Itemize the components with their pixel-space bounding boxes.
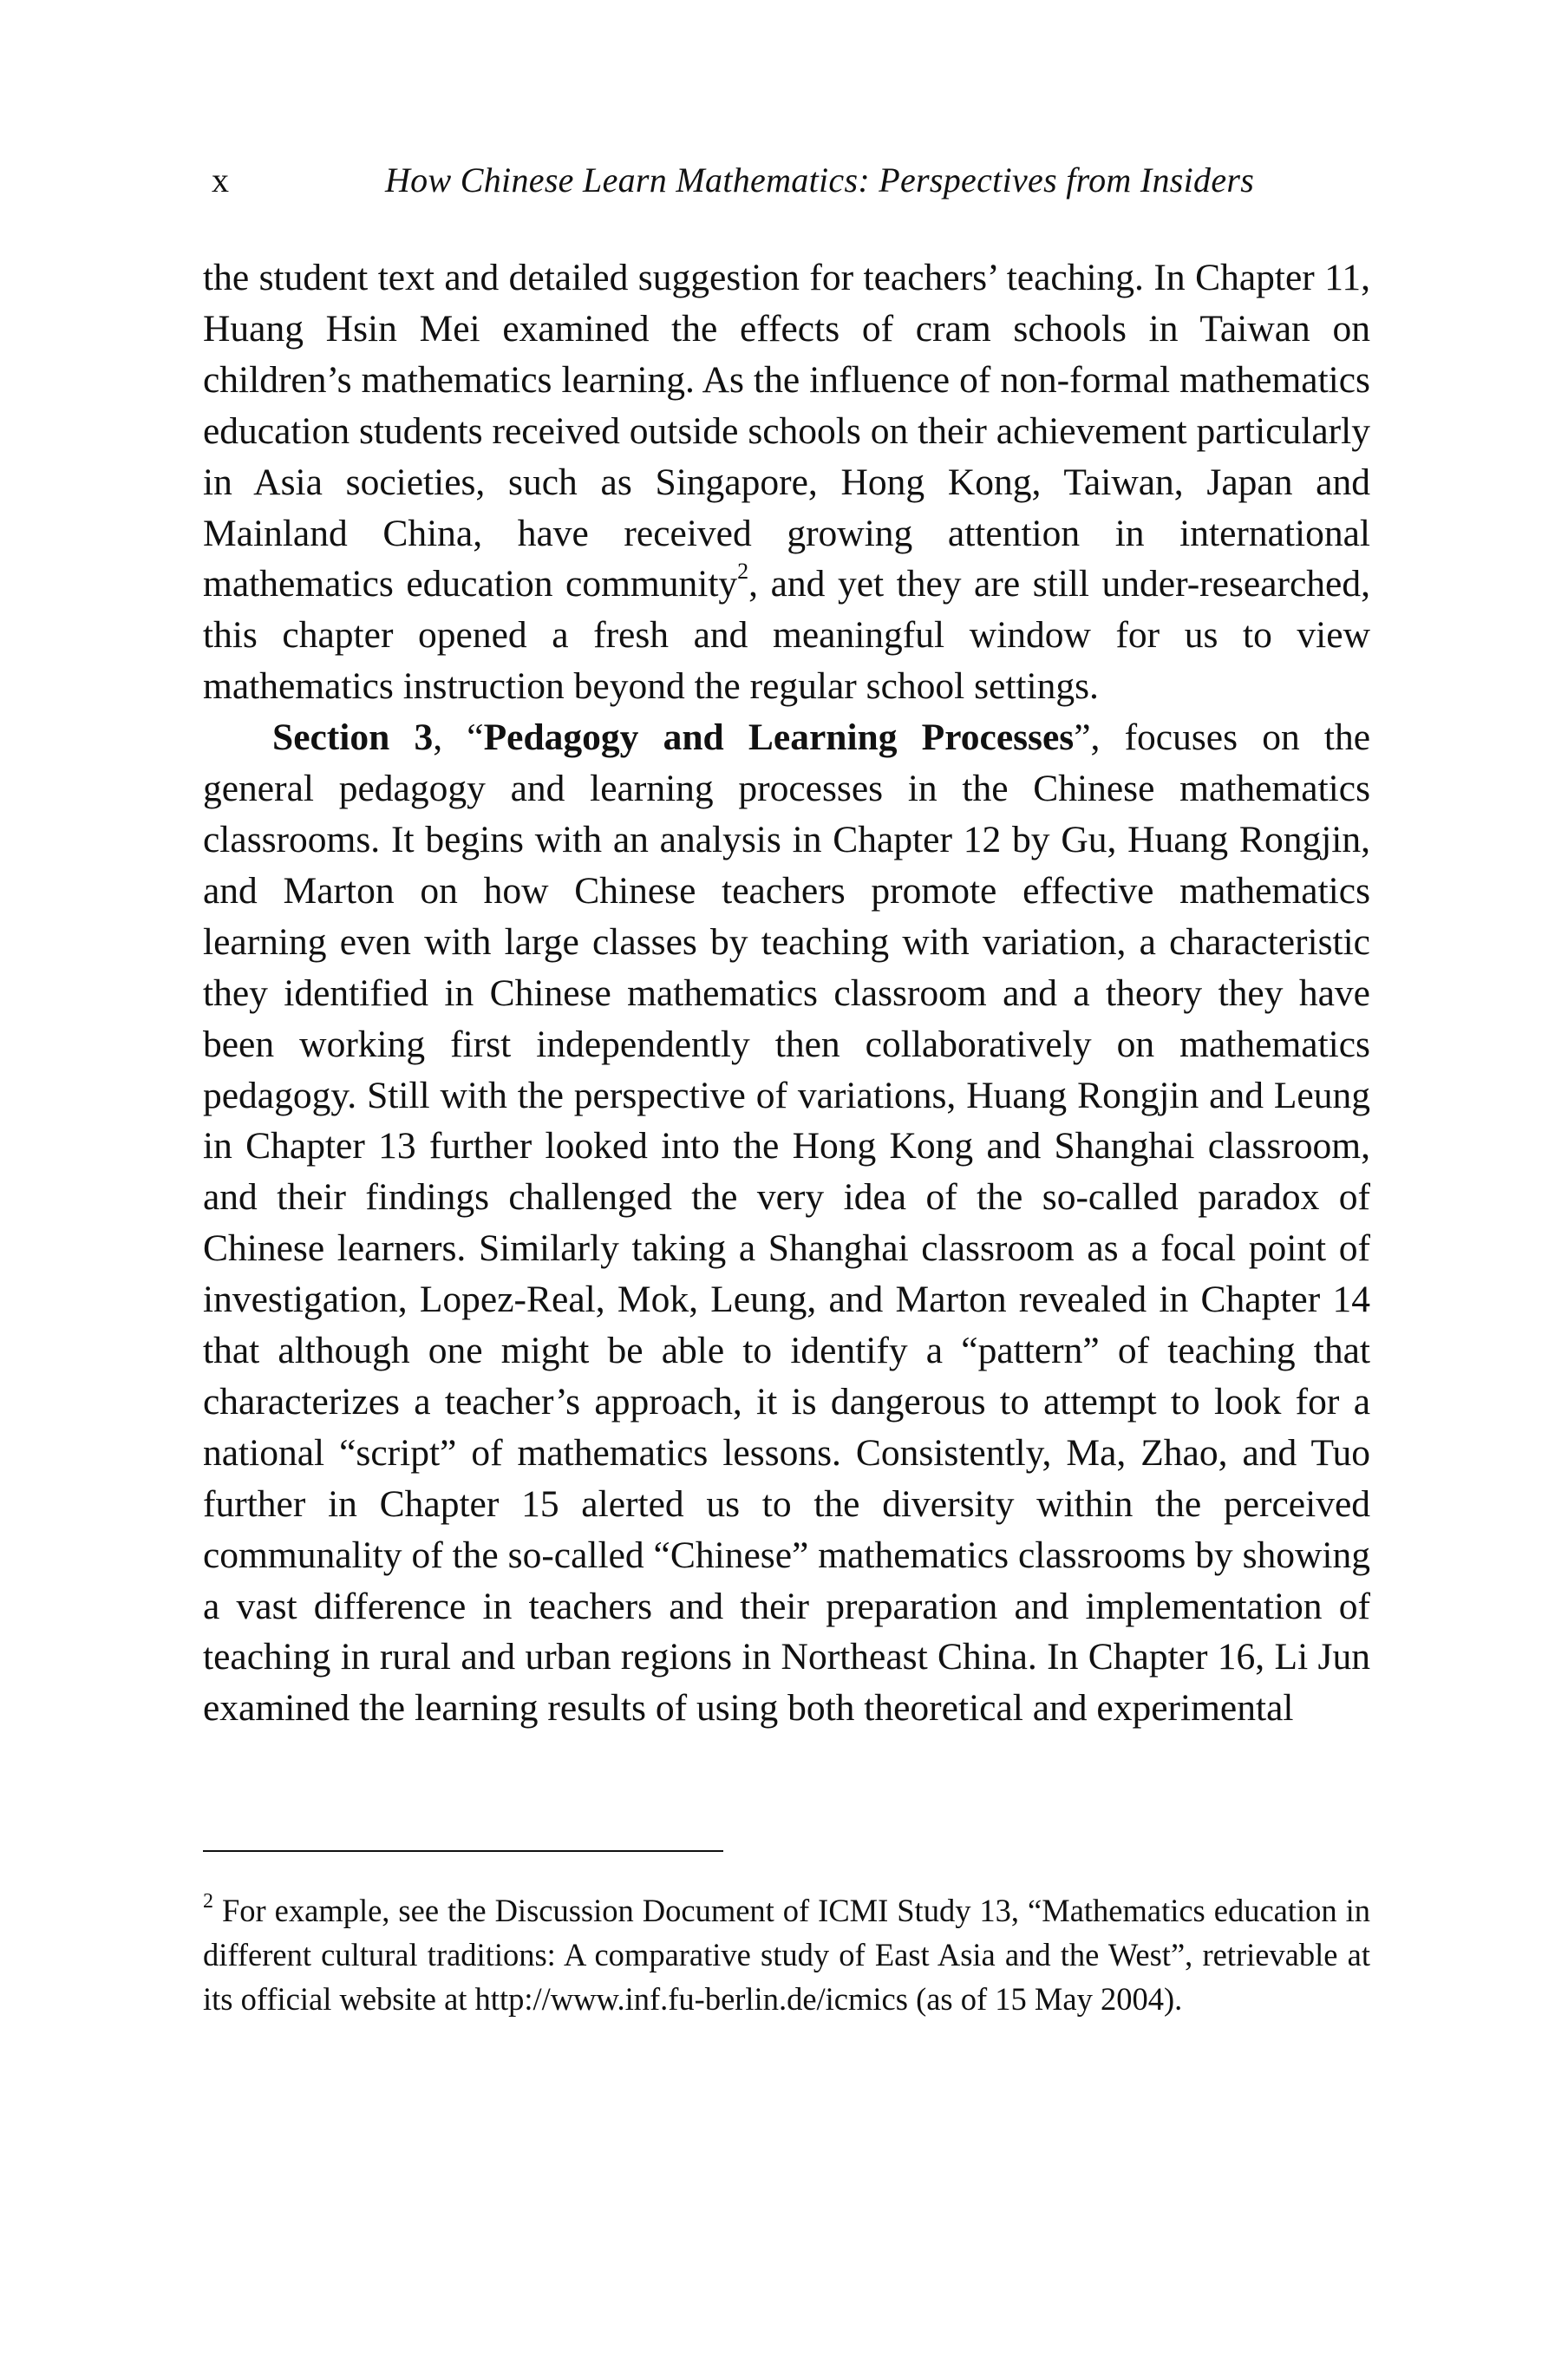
running-header bbox=[201, 154, 1363, 206]
main-text bbox=[203, 252, 1370, 1734]
separator: ”, bbox=[1074, 716, 1101, 759]
paragraph-2 bbox=[203, 712, 1370, 1734]
paragraph-2-text: focuses on the general pedagogy and learning processes in the Chinese mathematics classrooms. It begins with an analysis in Chapter 12 by Gu, Huang Rongjin, and Marton on how Chinese teachers promote effective mathematics learning even with large classes by teaching with variation, a characteristic they identified in Chinese mathematics classroom and a theory they have been working first independently then collaboratively on mathematics pedagogy. Still with the perspective of variations, Huang Rongjin and Leung in Chapter 13 further looked into the Hong Kong and Shanghai classroom, and their findings challenged the very idea of the so-called paradox of Chinese learners. Similarly taking a Shanghai classroom as a focal point of investigation, Lopez-Real, Mok, Leung, and Marton revealed in Chapter 14 that although one might be able to identify a “pattern” of teaching that characterizes a teacher’s approach, it is dangerous to attempt to look for a national “script” of mathematics lessons. Consistently, Ma, Zhao, and Tuo further in Chapter 15 alerted us to the diversity within the perceived communality of the so-called “Chinese” mathematics classrooms by showing a vast difference in teachers and their preparation and implementation of teaching in rural and urban regions in Northeast China. In Chapter 16, Li Jun examined the learning results of using both theoretical and experimental bbox=[203, 716, 1371, 1730]
page-number: x bbox=[212, 160, 229, 200]
running-title: How Chinese Learn Mathematics: Perspectives from Insiders bbox=[385, 160, 1255, 200]
footnote bbox=[203, 1888, 1370, 2021]
paragraph-1 bbox=[203, 252, 1370, 712]
footnote-text: For example, see the Discussion Document of ICMI Study 13, “Mathematics education in different cultural traditions: A comparative study of East Asia and the West”, retrievable at its official website at http://www.inf.fu-berlin.de/icmics (as of 15 May 2004). bbox=[203, 1893, 1370, 2017]
footnote-marker: 2 bbox=[203, 1890, 213, 1913]
section-label: Section 3 bbox=[272, 716, 434, 759]
section-title: Pedagogy and Learning Processes bbox=[483, 716, 1075, 759]
footnote-reference: 2 bbox=[737, 559, 749, 585]
paragraph-1-text: the student text and detailed suggestion for teachers’ teaching. In Chapter 11, Huang Hsin Mei examined the effects of cram schools in Taiwan on children’s mathematics learning. As the influence of non-formal mathematics education students received outside schools on their achievement particularly in Asia societies, such as Singapore, Hong Kong, Taiwan, Japan and Mainland China, have received growing attention in international mathematics education community bbox=[203, 257, 1370, 605]
paragraph-1-text-continued: , and yet they are still under-researched, this chapter opened a fresh and meaningful window for us to view mathematics instruction beyond the regular school settings. bbox=[203, 563, 1370, 708]
footnote-divider bbox=[203, 1850, 723, 1852]
separator: , “ bbox=[433, 716, 484, 759]
